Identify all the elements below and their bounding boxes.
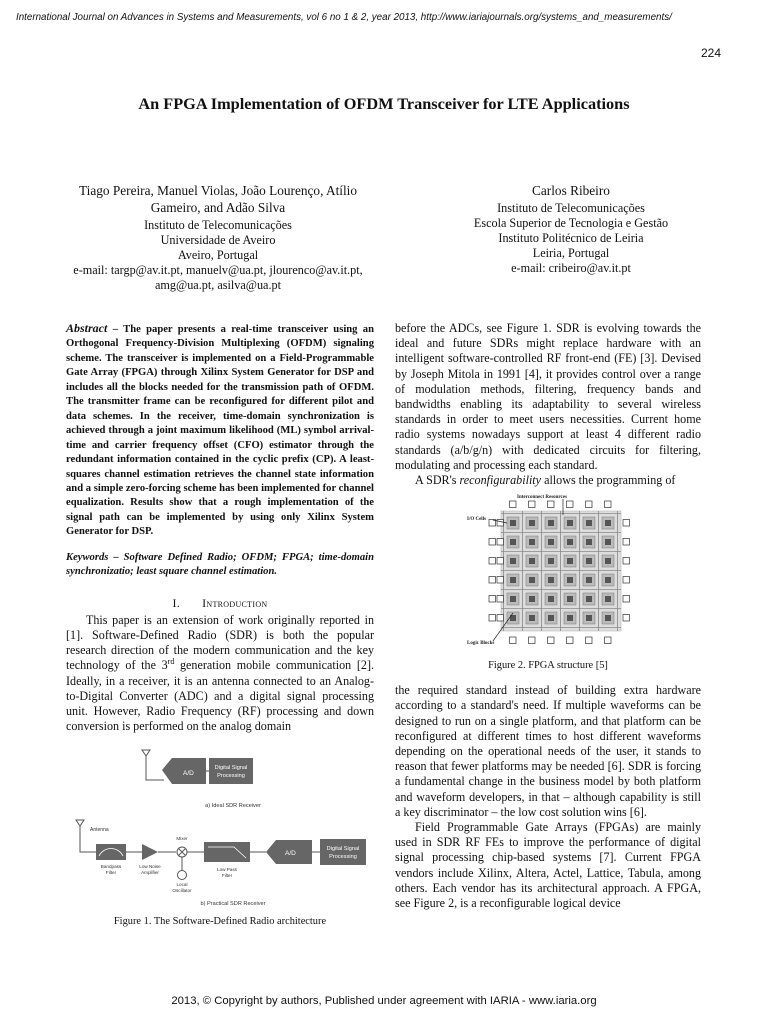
interconnect-label: Interconnect Resources bbox=[517, 495, 567, 500]
logic-block-core bbox=[510, 539, 516, 545]
io-cell bbox=[567, 501, 574, 508]
logic-block-core bbox=[548, 615, 554, 621]
io-cell bbox=[489, 539, 496, 546]
lowpass-filter-block bbox=[204, 842, 250, 862]
logic-block-core bbox=[510, 520, 516, 526]
affiliation: Leiria, Portugal bbox=[532, 246, 610, 260]
body-paragraph: the required standard instead of building extra hardware according to a standard's need. If multiple waveforms can be designed to run on a single platform, and that platform can be reconfigured at different times to host different waveforms depending on the operational needs of the user, it stands to reason that fewer platforms may be needed [6]. SDR is forcing a fundamental change in the business model by both platform and waveform developers, in that – although capability is still a key discriminator – the low cost solution wins [6]. bbox=[395, 683, 701, 819]
logic-block-core bbox=[586, 520, 592, 526]
logic-block-core bbox=[605, 558, 611, 564]
section-heading bbox=[66, 596, 374, 611]
logic-block-core bbox=[529, 615, 535, 621]
mixer-label: Mixer bbox=[176, 836, 188, 841]
paper-title: An FPGA Implementation of OFDM Transceiver for LTE Applications bbox=[138, 94, 630, 113]
logic-block-core bbox=[529, 577, 535, 583]
author-email: e-mail: cribeiro@av.it.pt bbox=[511, 261, 631, 275]
body-text: A SDR's bbox=[415, 473, 460, 488]
logic-block-core bbox=[510, 596, 516, 602]
lo-label2: Oscillator bbox=[172, 888, 192, 893]
io-cell bbox=[489, 596, 496, 603]
lna-label1: Low Noise bbox=[139, 864, 161, 869]
author-block-left bbox=[58, 182, 378, 293]
io-cell bbox=[586, 501, 593, 508]
section-title: Introduction bbox=[202, 595, 268, 610]
io-cell bbox=[529, 637, 536, 644]
logic-block-core bbox=[567, 615, 573, 621]
io-cell bbox=[548, 637, 555, 644]
figure2-caption: Figure 2. FPGA structure [5] bbox=[488, 660, 608, 671]
affiliation: Escola Superior de Tecnologia e Gestão bbox=[473, 216, 669, 230]
logic-block-core bbox=[586, 596, 592, 602]
logic-block-core bbox=[605, 520, 611, 526]
logic-block-core bbox=[529, 596, 535, 602]
author-block-right bbox=[406, 182, 736, 276]
io-cell bbox=[497, 558, 504, 565]
io-cell bbox=[497, 577, 504, 584]
logic-block-core bbox=[567, 558, 573, 564]
fig1b-label: b) Practical SDR Receiver bbox=[200, 901, 266, 907]
logic-block-core bbox=[586, 539, 592, 545]
author-name: Carlos Ribeiro bbox=[532, 183, 610, 198]
author-email: amg@ua.pt, asilva@ua.pt bbox=[154, 278, 281, 292]
abstract bbox=[66, 321, 374, 540]
left-column bbox=[66, 321, 374, 734]
ad-label: A/D bbox=[183, 770, 194, 777]
logic-block-core bbox=[548, 596, 554, 602]
affiliation: Instituto de Telecomunicações bbox=[497, 201, 645, 215]
logic-block-core bbox=[510, 558, 516, 564]
io-cell bbox=[497, 615, 504, 622]
io-cell bbox=[623, 577, 630, 584]
io-cell bbox=[623, 539, 630, 546]
io-cell bbox=[548, 501, 555, 508]
io-cell bbox=[623, 615, 630, 622]
figure2-diagram bbox=[463, 493, 633, 651]
logic-block-core bbox=[586, 577, 592, 583]
abstract-lead: Abstract bbox=[66, 321, 108, 335]
lna-block bbox=[142, 844, 158, 860]
bandpass-filter-block bbox=[96, 844, 126, 860]
logic-block-core bbox=[548, 539, 554, 545]
io-cell bbox=[586, 637, 593, 644]
logic-block-core bbox=[586, 558, 592, 564]
io-cell bbox=[497, 539, 504, 546]
author-names bbox=[58, 182, 378, 216]
io-cell bbox=[497, 596, 504, 603]
lna-label2: Amplifier bbox=[141, 870, 159, 875]
io-cell bbox=[510, 637, 517, 644]
io-cell bbox=[489, 558, 496, 565]
logic-block-core bbox=[567, 596, 573, 602]
io-cell bbox=[605, 501, 612, 508]
dsp-label-line1: Digital Signal bbox=[214, 765, 248, 771]
author-names-line1: Tiago Pereira, Manuel Violas, João Lourenço, Atílio bbox=[78, 183, 358, 198]
antenna-label: Antenna bbox=[90, 827, 109, 833]
logic-block-core bbox=[529, 520, 535, 526]
emphasis: reconfigurability bbox=[459, 473, 542, 488]
affiliation: Universidade de Aveiro bbox=[160, 233, 276, 247]
author-names-line2: Gameiro, and Adão Silva bbox=[150, 200, 286, 215]
antenna-icon bbox=[76, 820, 96, 852]
dsp-label-line2: Processing bbox=[329, 854, 357, 860]
fig1a-label: a) Ideal SDR Receiver bbox=[205, 803, 261, 809]
io-cell bbox=[489, 577, 496, 584]
logic-block-core bbox=[605, 596, 611, 602]
io-cell bbox=[510, 501, 517, 508]
bandpass-label2: Filter bbox=[105, 870, 117, 875]
lo-label1: Local bbox=[176, 882, 188, 887]
logic-block-core bbox=[548, 558, 554, 564]
io-cell bbox=[567, 637, 574, 644]
affiliation: Aveiro, Portugal bbox=[177, 248, 259, 262]
logic-block-core bbox=[529, 539, 535, 545]
io-cell bbox=[623, 558, 630, 565]
dsp-label-line2: Processing bbox=[217, 773, 245, 779]
intro-paragraph bbox=[66, 613, 374, 735]
intro-text: This paper is an extension of work originally reported in [1]. Software-Defined Radio (SDR) is both the popular research direction of the modern communication and the key technology of the 3 bbox=[66, 612, 374, 673]
logic-block-core bbox=[567, 539, 573, 545]
oscillator-icon bbox=[178, 871, 187, 880]
section-number: I. bbox=[172, 595, 181, 610]
figure1-diagram bbox=[66, 742, 374, 912]
io-cell bbox=[529, 501, 536, 508]
lpf-label2: Filter bbox=[221, 873, 233, 878]
logic-block-core bbox=[605, 615, 611, 621]
intro-text: generation mobile communication [2]. Ideally, in a receiver, it is an antenna connected to an Analog-to-Digital Converter (ADC) and a digital signal processing unit. However, Radio Frequency (RF) processing and down conversion is performed on the analog domain bbox=[66, 658, 375, 734]
logic-block-core bbox=[605, 539, 611, 545]
io-cell bbox=[605, 637, 612, 644]
fpga-grid bbox=[489, 499, 630, 644]
affiliation: Instituto Politécnico de Leiria bbox=[498, 231, 644, 245]
ad-label: A/D bbox=[285, 850, 296, 857]
lpf-label1: Low Pass bbox=[217, 867, 237, 872]
author-email: e-mail: targp@av.it.pt, manuelv@ua.pt, jlourenco@av.it.pt, bbox=[73, 263, 363, 277]
logic-block-core bbox=[567, 520, 573, 526]
figure1-caption: Figure 1. The Software-Defined Radio architecture bbox=[113, 916, 327, 927]
io-cell bbox=[623, 596, 630, 603]
logic-block-core bbox=[605, 577, 611, 583]
logic-block-core bbox=[510, 577, 516, 583]
logic-block-core bbox=[548, 577, 554, 583]
journal-header: International Journal on Advances in Systems and Measurements, vol 6 no 1 & 2, year 2013, http://www.iariajournals.org/systems_and_measurements/ bbox=[16, 12, 672, 23]
body-paragraph: before the ADCs, see Figure 1. SDR is evolving towards the ideal and future SDRs might replace hardware with an intelligent software-controlled RF front-end (FE) [3]. Devised by Joseph Mitola in 1991 [4], it provides control over a range of modulation methods, filtering, frequency bands and bandwidths enabling its adaptability to several wireless standards in order to meet users necessities. Current home radio systems nowadays support at least 4 different radio standards (a/b/g/n) with dedicated circuits for filtering, modulating and processing each standard. bbox=[395, 321, 701, 472]
affiliation: Instituto de Telecomunicações bbox=[144, 218, 292, 232]
page-number: 224 bbox=[700, 46, 721, 60]
body-paragraph bbox=[395, 473, 701, 488]
abstract-dash: – bbox=[107, 324, 124, 335]
logic-block-core bbox=[548, 520, 554, 526]
antenna-icon bbox=[142, 750, 164, 780]
body-paragraph: Field Programmable Gate Arrays (FPGAs) are mainly used in SDR RF FEs to improve the performance of digital signal processing chip-based systems [7]. Current FPGA vendors include Xilinx, Altera, Actel, Lattice, Tabula, among others. Each vendor has its architectural approach. A FPGA, see Figure 2, is a reconfigurable logical device bbox=[395, 820, 701, 911]
abstract-text: The paper presents a real-time transceiver using an Orthogonal Frequency-Division Multiplexing (OFDM) signaling scheme. The transceiver is implemented on a Field-Programmable Gate Array (FPGA) through Xilinx System Generator for DSP and includes all the blocks needed for the transmission path of OFDM. The transmitter frame can be reconfigured for different pilot and data schemes. In the receiver, time-domain synchronization is achieved through a joint maximum likelihood (ML) symbol arrival-time and carrier frequency offset (CFO) estimator through the redundant information contained in the cyclic prefix (CP). A least-squares channel estimation retrieves the channel state information and a simple zero-forcing scheme has been implemented for channel equalization. Results show that a rough implementation of the signal path can be implemented by using only Xilinx System Generator for DSP. bbox=[66, 324, 374, 538]
io-cell bbox=[623, 520, 630, 527]
keywords: Keywords – Software Defined Radio; OFDM; FPGA; time-domain synchronizatio; least square channel estimation. bbox=[66, 551, 374, 577]
logic-blocks-label: Logic Blocks bbox=[467, 641, 495, 646]
dsp-block bbox=[209, 758, 253, 784]
bandpass-label1: Bandpass bbox=[100, 864, 122, 869]
io-cell bbox=[497, 520, 504, 527]
logic-block-core bbox=[586, 615, 592, 621]
logic-block-core bbox=[529, 558, 535, 564]
dsp-block bbox=[320, 839, 366, 865]
logic-block-core bbox=[567, 577, 573, 583]
io-cell bbox=[489, 615, 496, 622]
dsp-label-line1: Digital Signal bbox=[326, 846, 360, 852]
superscript: rd bbox=[167, 657, 175, 667]
page-footer: 2013, © Copyright by authors, Published under agreement with IARIA - www.iaria.org bbox=[171, 995, 597, 1007]
io-cells-label: I/O Cells bbox=[467, 517, 487, 522]
body-text: allows the programming of bbox=[541, 473, 676, 488]
